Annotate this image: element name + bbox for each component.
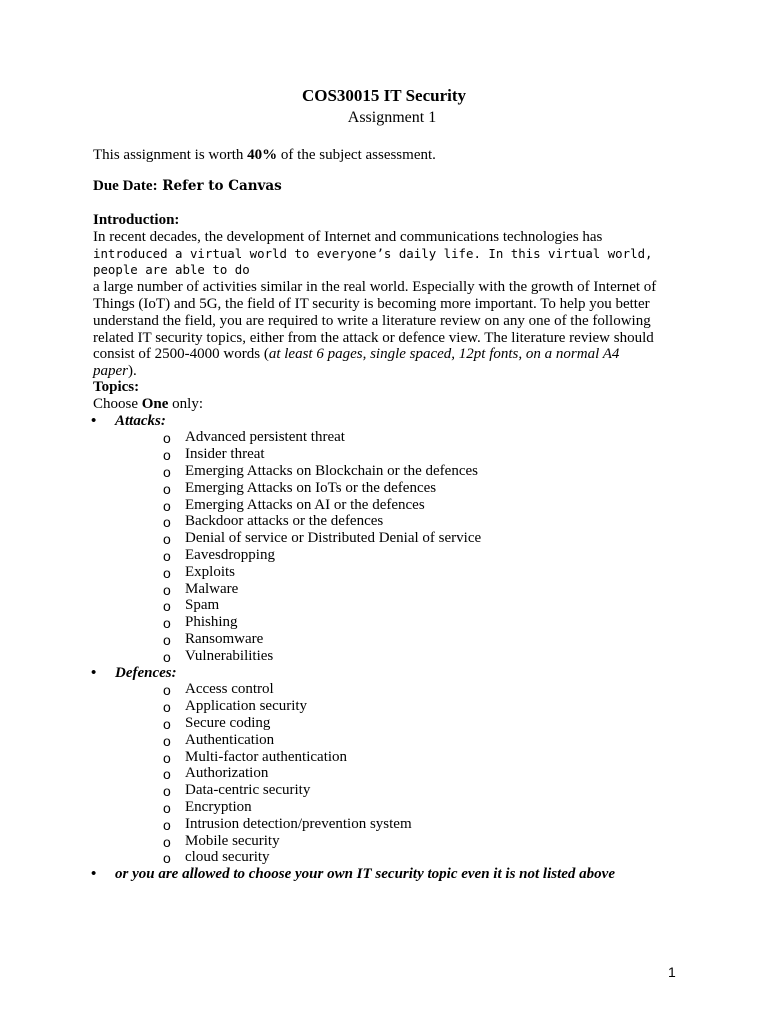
topic-label: Authorization [185,765,269,782]
circle-bullet-icon: o [163,631,171,648]
due-value: Refer to Canvas [157,178,282,194]
topic-item [163,463,683,480]
topic-item [163,597,683,614]
topic-label: Spam [185,597,220,614]
introduction-section [93,212,683,380]
topic-label: Advanced persistent threat [185,429,345,446]
circle-bullet-icon: o [163,648,171,665]
circle-bullet-icon: o [163,564,171,581]
circle-bullet-icon: o [163,480,171,497]
topic-categories [93,413,683,883]
worth-suffix: of the subject assessment. [277,147,436,163]
attacks-label: Attacks: [115,412,166,429]
topic-label: Vulnerabilities [185,647,274,664]
topic-item [163,765,683,782]
circle-bullet-icon: o [163,531,171,548]
attacks-list [115,429,683,664]
defences-list [115,681,683,866]
topic-item [163,749,683,766]
introduction-text [93,229,683,380]
circle-bullet-icon: o [163,514,171,531]
topic-item [163,631,683,648]
topic-item [163,698,683,715]
intro-line [93,346,683,363]
topic-item [163,833,683,850]
topic-item [163,480,683,497]
topic-item [163,648,683,665]
bullet-icon: • [91,412,97,429]
choose-suffix: only: [168,395,204,412]
topic-label: Denial of service or Distributed Denial of service [185,530,482,547]
topic-item [163,681,683,698]
topic-label: Exploits [185,563,236,580]
circle-bullet-icon: o [163,547,171,564]
topic-label: cloud security [185,849,270,866]
own-topic-option [93,866,683,883]
document-subtitle: Assignment 1 [347,109,437,126]
circle-bullet-icon: o [163,463,171,480]
intro-line8-italic: paper [93,363,128,380]
topic-label: Application security [185,698,308,715]
topic-label: Malware [185,580,239,597]
circle-bullet-icon: o [163,816,171,833]
topic-label: Secure coding [185,714,271,731]
topic-item [163,581,683,598]
topic-label: Authentication [185,731,275,748]
topic-item [163,530,683,547]
document-title: COS30015 IT Security [301,86,467,105]
topic-label: Insider threat [185,446,265,463]
own-topic-text: or you are allowed to choose your own IT security topic even it is not listed above [115,866,615,883]
intro-line8-text: ). [128,363,137,380]
topic-label: Intrusion detection/prevention system [185,815,412,832]
due-date [93,178,683,195]
topic-item [163,429,683,446]
worth-value: 40% [247,147,278,163]
circle-bullet-icon: o [163,732,171,749]
due-label: Due Date: [93,178,158,194]
bullet-icon: • [91,664,97,681]
choose-instruction [93,396,683,413]
topic-item [163,547,683,564]
circle-bullet-icon: o [163,850,171,867]
topic-item [163,816,683,833]
topic-label: Emerging Attacks on IoTs or the defences [185,479,437,496]
intro-line: In recent decades, the development of Internet and communications technologies has [93,228,603,245]
circle-bullet-icon: o [163,581,171,598]
circle-bullet-icon: o [163,749,171,766]
circle-bullet-icon: o [163,598,171,615]
topic-label: Emerging Attacks on AI or the defences [185,496,425,513]
topic-item [163,782,683,799]
topic-label: Multi-factor authentication [185,748,348,765]
circle-bullet-icon: o [163,783,171,800]
assessment-worth [93,147,683,164]
topic-label: Phishing [185,614,238,631]
topic-item [163,849,683,866]
topic-label: Mobile security [185,832,280,849]
worth-prefix: This assignment is worth [93,147,248,163]
intro-line: introduced a virtual world to everyone’s daily life. In this virtual world, people are able to do [93,245,653,278]
topics-section [93,379,683,883]
intro-line: understand the field, you are required to write a literature review on any one of the following [93,312,651,329]
bullet-icon: • [91,866,97,883]
choose-bold: One [141,395,169,412]
topic-item [163,513,683,530]
introduction-heading: Introduction: [93,212,180,228]
circle-bullet-icon: o [163,699,171,716]
topic-label: Access control [185,681,274,698]
circle-bullet-icon: o [163,615,171,632]
circle-bullet-icon: o [163,833,171,850]
circle-bullet-icon: o [163,799,171,816]
defences-label: Defences: [115,664,177,681]
topic-label: Data-centric security [185,782,311,799]
intro-line: a large number of activities similar in the real world. Especially with the growth of Internet of [93,279,657,296]
page-number: 1 [668,964,676,980]
intro-line7-text: consist of 2500-4000 words ( [93,346,269,363]
intro-line: related IT security topics, either from the attack or defence view. The literature review should [93,329,654,346]
topic-item [163,564,683,581]
intro-line7-italic: at least 6 pages, single spaced, 12pt fonts, on a normal A4 [268,346,620,363]
topic-item [163,497,683,514]
circle-bullet-icon: o [163,447,171,464]
topic-label: Emerging Attacks on Blockchain or the defences [185,462,478,479]
topic-label: Encryption [185,798,252,815]
circle-bullet-icon: o [163,766,171,783]
topic-item [163,732,683,749]
topic-label: Ransomware [185,630,264,647]
topic-label: Eavesdropping [185,546,275,563]
topics-heading: Topics: [93,379,140,395]
topic-item [163,446,683,463]
attacks-category [93,413,683,665]
intro-line [93,363,683,380]
topic-label: Backdoor attacks or the defences [185,513,384,530]
topic-item [163,799,683,816]
intro-line: Things (IoT) and 5G, the field of IT security is becoming more important. To help you better [93,295,650,312]
circle-bullet-icon: o [163,715,171,732]
topic-item [163,715,683,732]
defences-category [93,665,683,867]
circle-bullet-icon: o [163,430,171,447]
circle-bullet-icon: o [163,497,171,514]
choose-prefix: Choose [93,395,142,412]
circle-bullet-icon: o [163,682,171,699]
topic-item [163,614,683,631]
